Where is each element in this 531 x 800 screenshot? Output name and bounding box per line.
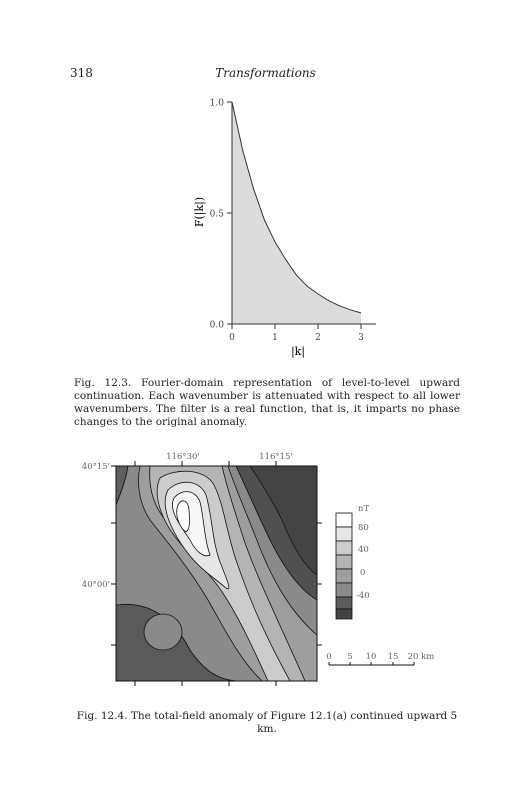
legend-label-80: 80 — [358, 523, 369, 533]
x-tick-label: 2 — [315, 333, 321, 343]
legend-label-0: 0 — [360, 568, 366, 578]
figure-12-3-caption: Fig. 12.3. Fourier-domain representation of level-to-level upward continuation. Each wavenumber is attenuated with respect to all lower wavenumbers. The filter is a real function, that is, it imparts no phase changes to the original anomaly. — [74, 377, 460, 428]
x-axis-label: |k| — [290, 345, 306, 358]
legend — [336, 504, 370, 619]
longitude-label-1: 116°30' — [166, 452, 200, 462]
filter-chart — [193, 99, 376, 360]
scale-label-5: 5 — [347, 652, 353, 662]
y-axis-label: F(|k|) — [193, 196, 206, 228]
figure-12-4-caption: Fig. 12.4. The total-field anomaly of Figure 12.1(a) continued upward 5 km. — [76, 710, 458, 735]
contour-map — [82, 452, 435, 686]
filter-area — [232, 102, 361, 324]
latitude-label-2: 40°00' — [81, 580, 110, 590]
x-tick-label: 3 — [358, 333, 364, 343]
legend-unit: nT — [358, 504, 370, 514]
legend-label-40: 40 — [358, 545, 369, 555]
y-tick-label: 1.0 — [209, 98, 224, 109]
y-tick-label: 0.5 — [209, 209, 224, 220]
scale-label-10: 10 — [365, 652, 377, 662]
legend-label-neg40: -40 — [356, 591, 370, 601]
longitude-label-2: 116°15' — [259, 452, 293, 462]
y-tick-label: 0.0 — [209, 320, 224, 331]
page-number: 318 — [70, 66, 93, 80]
latitude-label-1: 40°15' — [81, 462, 110, 472]
x-tick-label: 0 — [229, 333, 235, 343]
running-title: Transformations — [215, 66, 316, 80]
scale-label-20km: 20 km — [407, 652, 435, 662]
scale-label-15: 15 — [387, 652, 399, 662]
scale-bar — [326, 652, 434, 665]
x-tick-label: 1 — [272, 333, 278, 343]
scale-label-0: 0 — [326, 652, 332, 662]
contour-closed-low — [144, 614, 182, 650]
